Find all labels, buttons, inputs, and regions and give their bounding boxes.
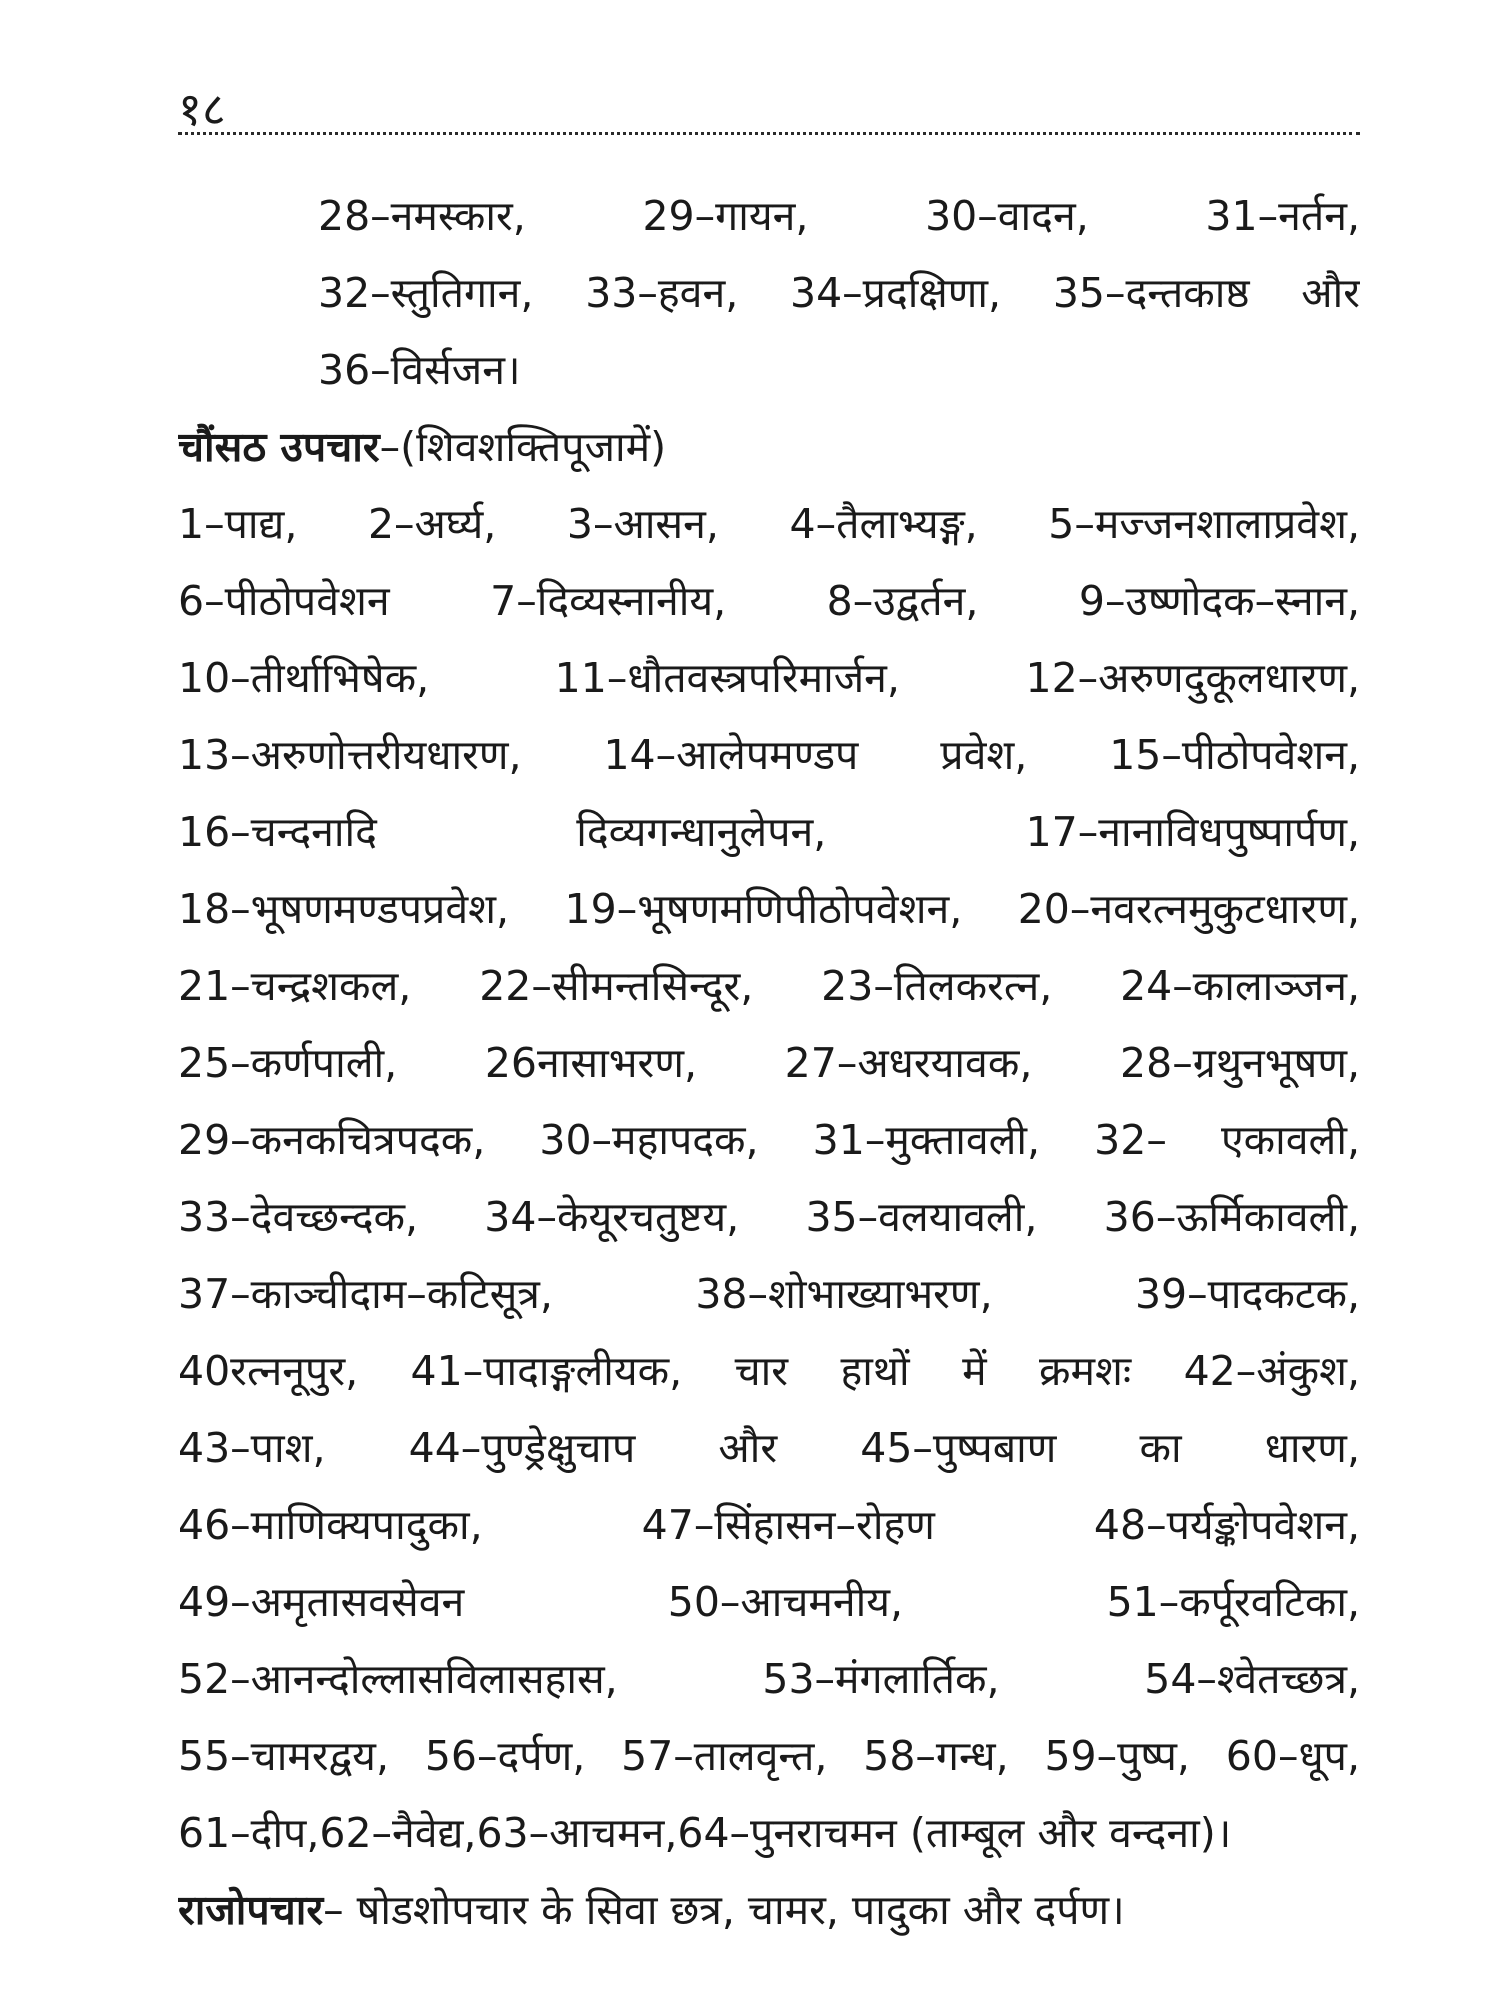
chausath-line: 29–कनकचित्रपदक, 30–महापदक, 31–मुक्तावली, 32– एकावली, (178, 1116, 1360, 1164)
chausath-line: 46–माणिक्यपादुका, 47–सिंहासन–रोहण 48–पर्यङ्कोपवेशन, (178, 1501, 1360, 1549)
intro-line: 32–स्तुतिगान, 33–हवन, 34–प्रदक्षिणा, 35–दन्तकाष्ठ और (318, 269, 1360, 317)
chausath-line: 40रत्ननूपुर, 41–पादाङ्गलीयक, चार हाथों में क्रमशः 42–अंकुश, (178, 1347, 1360, 1395)
chausath-line: 16–चन्दनादि दिव्यगन्धानुलेपन, 17–नानाविधपुष्पार्पण, (178, 808, 1360, 856)
chausath-line: 43–पाश, 44–पुण्ड्रेक्षुचाप और 45–पुष्पबाण का धारण, (178, 1424, 1360, 1472)
chausath-heading-line (178, 409, 1360, 486)
chausath-line: 13–अरुणोत्तरीयधारण, 14–आलेपमण्डप प्रवेश, 15–पीठोपवेशन, (178, 731, 1360, 779)
chausath-line: 37–काञ्चीदाम–कटिसूत्र, 38–शोभाख्याभरण, 39–पादकटक, (178, 1270, 1360, 1318)
rajopachar-text: – षोडशोपचार के सिवा छत्र, चामर, पादुका और दर्पण। (323, 1886, 1125, 1934)
chausath-line: 18–भूषणमण्डपप्रवेश, 19–भूषणमणिपीठोपवेशन, 20–नवरत्नमुकुटधारण, (178, 885, 1360, 933)
chausath-heading: चौंसठ उपचार (178, 423, 380, 471)
intro-line: 28–नमस्कार, 29–गायन, 30–वादन, 31–नर्तन, (318, 192, 1360, 240)
chausath-line: 10–तीर्थाभिषेक, 11–धौतवस्त्रपरिमार्जन, 12–अरुणदुकूलधारण, (178, 654, 1360, 702)
page-number: १८ (178, 82, 226, 136)
chausath-line: 52–आनन्दोल्लासविलासहास, 53–मंगलार्तिक, 54–श्वेतच्छत्र, (178, 1655, 1360, 1703)
chausath-line: 1–पाद्य, 2–अर्घ्य, 3–आसन, 4–तैलाभ्यङ्ग, 5–मज्जनशालाप्रवेश, (178, 500, 1360, 548)
chausath-line: 6–पीठोपवेशन 7–दिव्यस्नानीय, 8–उद्वर्तन, 9–उष्णोदक–स्नान, (178, 577, 1360, 625)
chausath-line: 49–अमृतासवसेवन 50–आचमनीय, 51–कर्पूरवटिका, (178, 1578, 1360, 1626)
chausath-line: 25–कर्णपाली, 26नासाभरण, 27–अधरयावक, 28–ग्रथुनभूषण, (178, 1039, 1360, 1087)
header-dotted-rule (178, 132, 1360, 135)
rajopachar-heading: राजोपचार (178, 1886, 324, 1934)
chausath-line: 21–चन्द्रशकल, 22–सीमन्तसिन्दूर, 23–तिलकरत्न, 24–कालाञ्जन, (178, 962, 1360, 1010)
chausath-line: 61–दीप,62–नैवेद्य,63–आचमन,64–पुनराचमन (ताम्बूल और वन्दना)। (178, 1809, 1232, 1857)
intro-line: 36–विर्सजन। (318, 346, 521, 394)
chausath-line: 55–चामरद्वय, 56–दर्पण, 57–तालवृन्त, 58–गन्ध, 59–पुष्प, 60–धूप, (178, 1732, 1360, 1780)
chausath-line: 33–देवच्छन्दक, 34–केयूरचतुष्टय, 35–वलयावली, 36–ऊर्मिकावली, (178, 1193, 1360, 1241)
chausath-subtitle: –(शिवशक्तिपूजामें) (379, 423, 667, 471)
page-body (178, 178, 1360, 1949)
rajopachar-line (178, 1872, 1360, 1949)
